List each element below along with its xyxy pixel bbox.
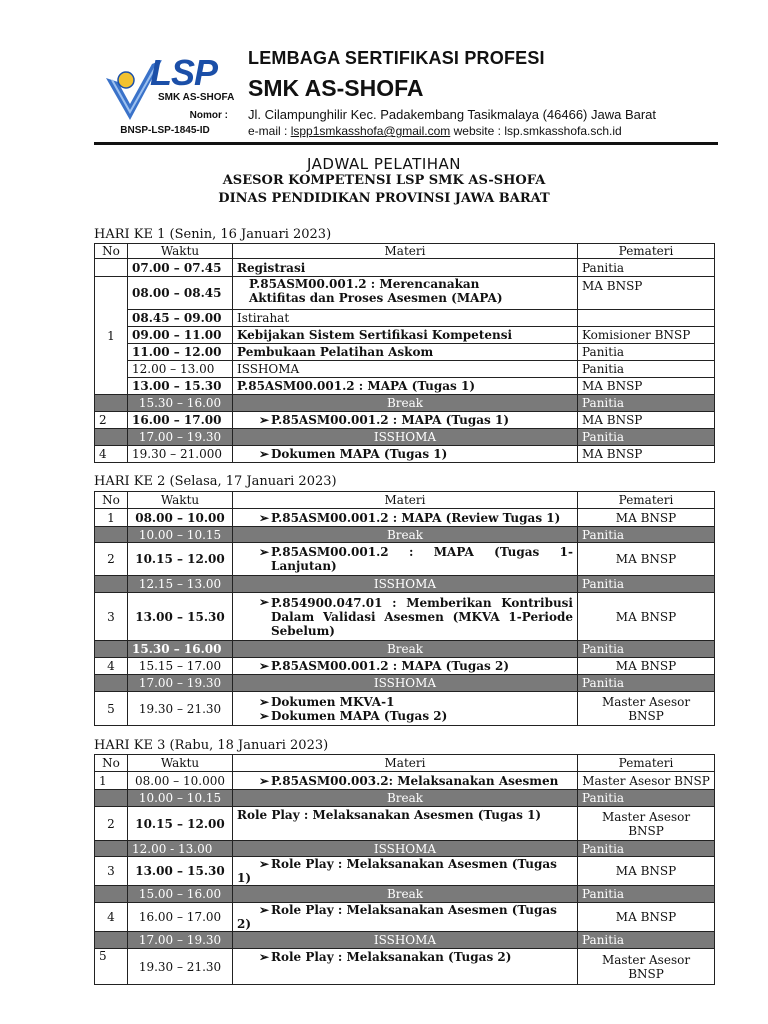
- doc-title: JADWAL PELATIHAN: [306, 155, 462, 173]
- table-row: 5 19.30 – 21.30 ➢ Dokumen MKVA-1 ➢ Dokumen MAPA (Tugas 2) Master Asesor BNSP: [95, 692, 715, 726]
- registration-number: BNSP-LSP-1845-ID: [120, 125, 210, 136]
- table-row-break: 10.00 – 10.15 Break Panitia: [95, 527, 715, 543]
- arrowhead-bullet-icon: ➢: [259, 857, 270, 871]
- col-pemateri: Pemateri: [578, 244, 715, 259]
- arrowhead-bullet-icon: ➢: [259, 545, 270, 559]
- table-row: 12.00 – 13.00 ISSHOMA Panitia: [95, 361, 715, 378]
- table-row: 11.00 – 12.00 Pembukaan Pelatihan Askom Panitia: [95, 344, 715, 361]
- arrowhead-bullet-icon: ➢: [259, 773, 270, 788]
- table-row: 5 19.30 – 21.30 ➢ Role Play : Melaksanakan (Tugas 2) Master Asesor BNSP: [95, 949, 715, 985]
- col-waktu: Waktu: [128, 244, 233, 259]
- arrowhead-bullet-icon: ➢: [259, 413, 270, 427]
- arrowhead-bullet-icon: ➢: [259, 447, 270, 461]
- table-row: 1 08.00 – 10.00 ➢ P.85ASM00.001.2 : MAPA (Review Tugas 1) MA BNSP: [95, 509, 715, 527]
- doc-subtitle-2: DINAS PENDIDIKAN PROVINSI JAWA BARAT: [218, 191, 550, 206]
- doc-subtitle-1: ASESOR KOMPETENSI LSP SMK AS-SHOFA: [222, 173, 546, 188]
- col-no: No: [95, 244, 128, 259]
- lsp-logo: [98, 40, 248, 144]
- arrowhead-bullet-icon: ➢: [259, 595, 270, 609]
- table-header-row: [95, 244, 715, 259]
- table-row: 4 19.30 – 21.000 ➢ Dokumen MAPA (Tugas 1) MA BNSP: [95, 446, 715, 463]
- org-name-line1: LEMBAGA SERTIFIKASI PROFESI: [248, 48, 545, 68]
- table-row-break: 12.00 - 13.00 ISSHOMA Panitia: [95, 841, 715, 857]
- arrowhead-bullet-icon: ➢: [259, 694, 270, 709]
- day3-schedule-table: [94, 754, 715, 985]
- table-row: 1 08.00 – 08.45 P.85ASM00.001.2 : Merencanakan Aktifitas dan Proses Asesmen (MAPA) MA BNSP: [95, 277, 715, 310]
- table-row-break: 17.00 – 19.30 ISSHOMA Panitia: [95, 429, 715, 446]
- website-link[interactable]: lsp.smkasshofa.sch.id: [504, 124, 622, 138]
- logo-text: LSP: [150, 52, 218, 93]
- table-row: 2 10.15 – 12.00 Role Play : Melaksanakan Asesmen (Tugas 1) Master Asesor BNSP: [95, 807, 715, 841]
- day3-heading: HARI KE 3 (Rabu, 18 Januari 2023): [94, 738, 329, 753]
- table-row-break: 15.00 – 16.00 Break Panitia: [95, 886, 715, 903]
- table-row: 07.00 – 07.45 Registrasi Panitia: [95, 259, 715, 277]
- table-row: 4 15.15 – 17.00 ➢ P.85ASM00.001.2 : MAPA (Tugas 2) MA BNSP: [95, 658, 715, 675]
- email-label: e-mail :: [248, 124, 288, 138]
- logo-subtext: SMK AS-SHOFA: [158, 92, 235, 103]
- day2-heading: HARI KE 2 (Selasa, 17 Januari 2023): [94, 474, 337, 489]
- table-row-break: 15.30 – 16.00 Break Panitia: [95, 641, 715, 658]
- table-header-row: No Waktu Materi Pemateri: [95, 755, 715, 772]
- col-materi: Materi: [233, 244, 578, 259]
- day1-schedule-table: [94, 243, 715, 463]
- arrowhead-bullet-icon: ➢: [259, 659, 270, 673]
- arrowhead-bullet-icon: ➢: [259, 510, 270, 525]
- arrowhead-bullet-icon: ➢: [259, 903, 270, 917]
- table-row: 1 08.00 – 10.000 ➢ P.85ASM00.003.2: Melaksanakan Asesmen Master Asesor BNSP: [95, 772, 715, 790]
- arrowhead-bullet-icon: ➢: [259, 708, 270, 723]
- table-row: 3 13.00 – 15.30 ➢ P.854900.047.01 : Memberikan Kontribusi Dalam Validasi Asesmen (MKVA 1-Periode Sebelum) MA BNSP: [95, 593, 715, 641]
- table-row: 13.00 – 15.30 P.85ASM00.001.2 : MAPA (Tugas 1) MA BNSP: [95, 378, 715, 395]
- letterhead: [98, 40, 718, 148]
- header-divider: [94, 142, 718, 145]
- table-header-row: No Waktu Materi Pemateri: [95, 492, 715, 509]
- day1-heading: HARI KE 1 (Senin, 16 Januari 2023): [94, 227, 332, 242]
- nomor-label: Nomor :: [189, 110, 228, 121]
- arrowhead-bullet-icon: ➢: [259, 950, 270, 964]
- org-address: Jl. Cilampunghilir Kec. Padakembang Tasikmalaya (46466) Jawa Barat: [248, 107, 657, 122]
- table-row-break: 12.15 – 13.00 ISSHOMA Panitia: [95, 576, 715, 593]
- org-contact: [248, 124, 622, 138]
- email-link[interactable]: lspp1smkasshofa@gmail.com: [290, 124, 451, 138]
- website-label: website :: [453, 124, 501, 138]
- org-name-line2: SMK AS-SHOFA: [248, 75, 424, 101]
- table-row: 2 16.00 – 17.00 ➢ P.85ASM00.001.2 : MAPA (Tugas 1) MA BNSP: [95, 412, 715, 429]
- table-row-break: 10.00 – 10.15 Break Panitia: [95, 790, 715, 807]
- table-row: 3 13.00 – 15.30 ➢ Role Play : Melaksanakan Asesmen (Tugas 1) MA BNSP: [95, 857, 715, 886]
- table-row-break: 17.00 – 19.30 ISSHOMA Panitia: [95, 675, 715, 692]
- table-row: 2 10.15 – 12.00 ➢ P.85ASM00.001.2 : MAPA (Tugas 1-Lanjutan) MA BNSP: [95, 543, 715, 576]
- table-row: 08.45 – 09.00 Istirahat: [95, 310, 715, 327]
- day2-schedule-table: [94, 491, 715, 726]
- table-row-break: 17.00 – 19.30 ISSHOMA Panitia: [95, 932, 715, 949]
- table-row: 4 16.00 – 17.00 ➢ Role Play : Melaksanakan Asesmen (Tugas 2) MA BNSP: [95, 903, 715, 932]
- table-row-break: 15.30 – 16.00 Break Panitia: [95, 395, 715, 412]
- table-row: 09.00 – 11.00 Kebijakan Sistem Sertifikasi Kompetensi Komisioner BNSP: [95, 327, 715, 344]
